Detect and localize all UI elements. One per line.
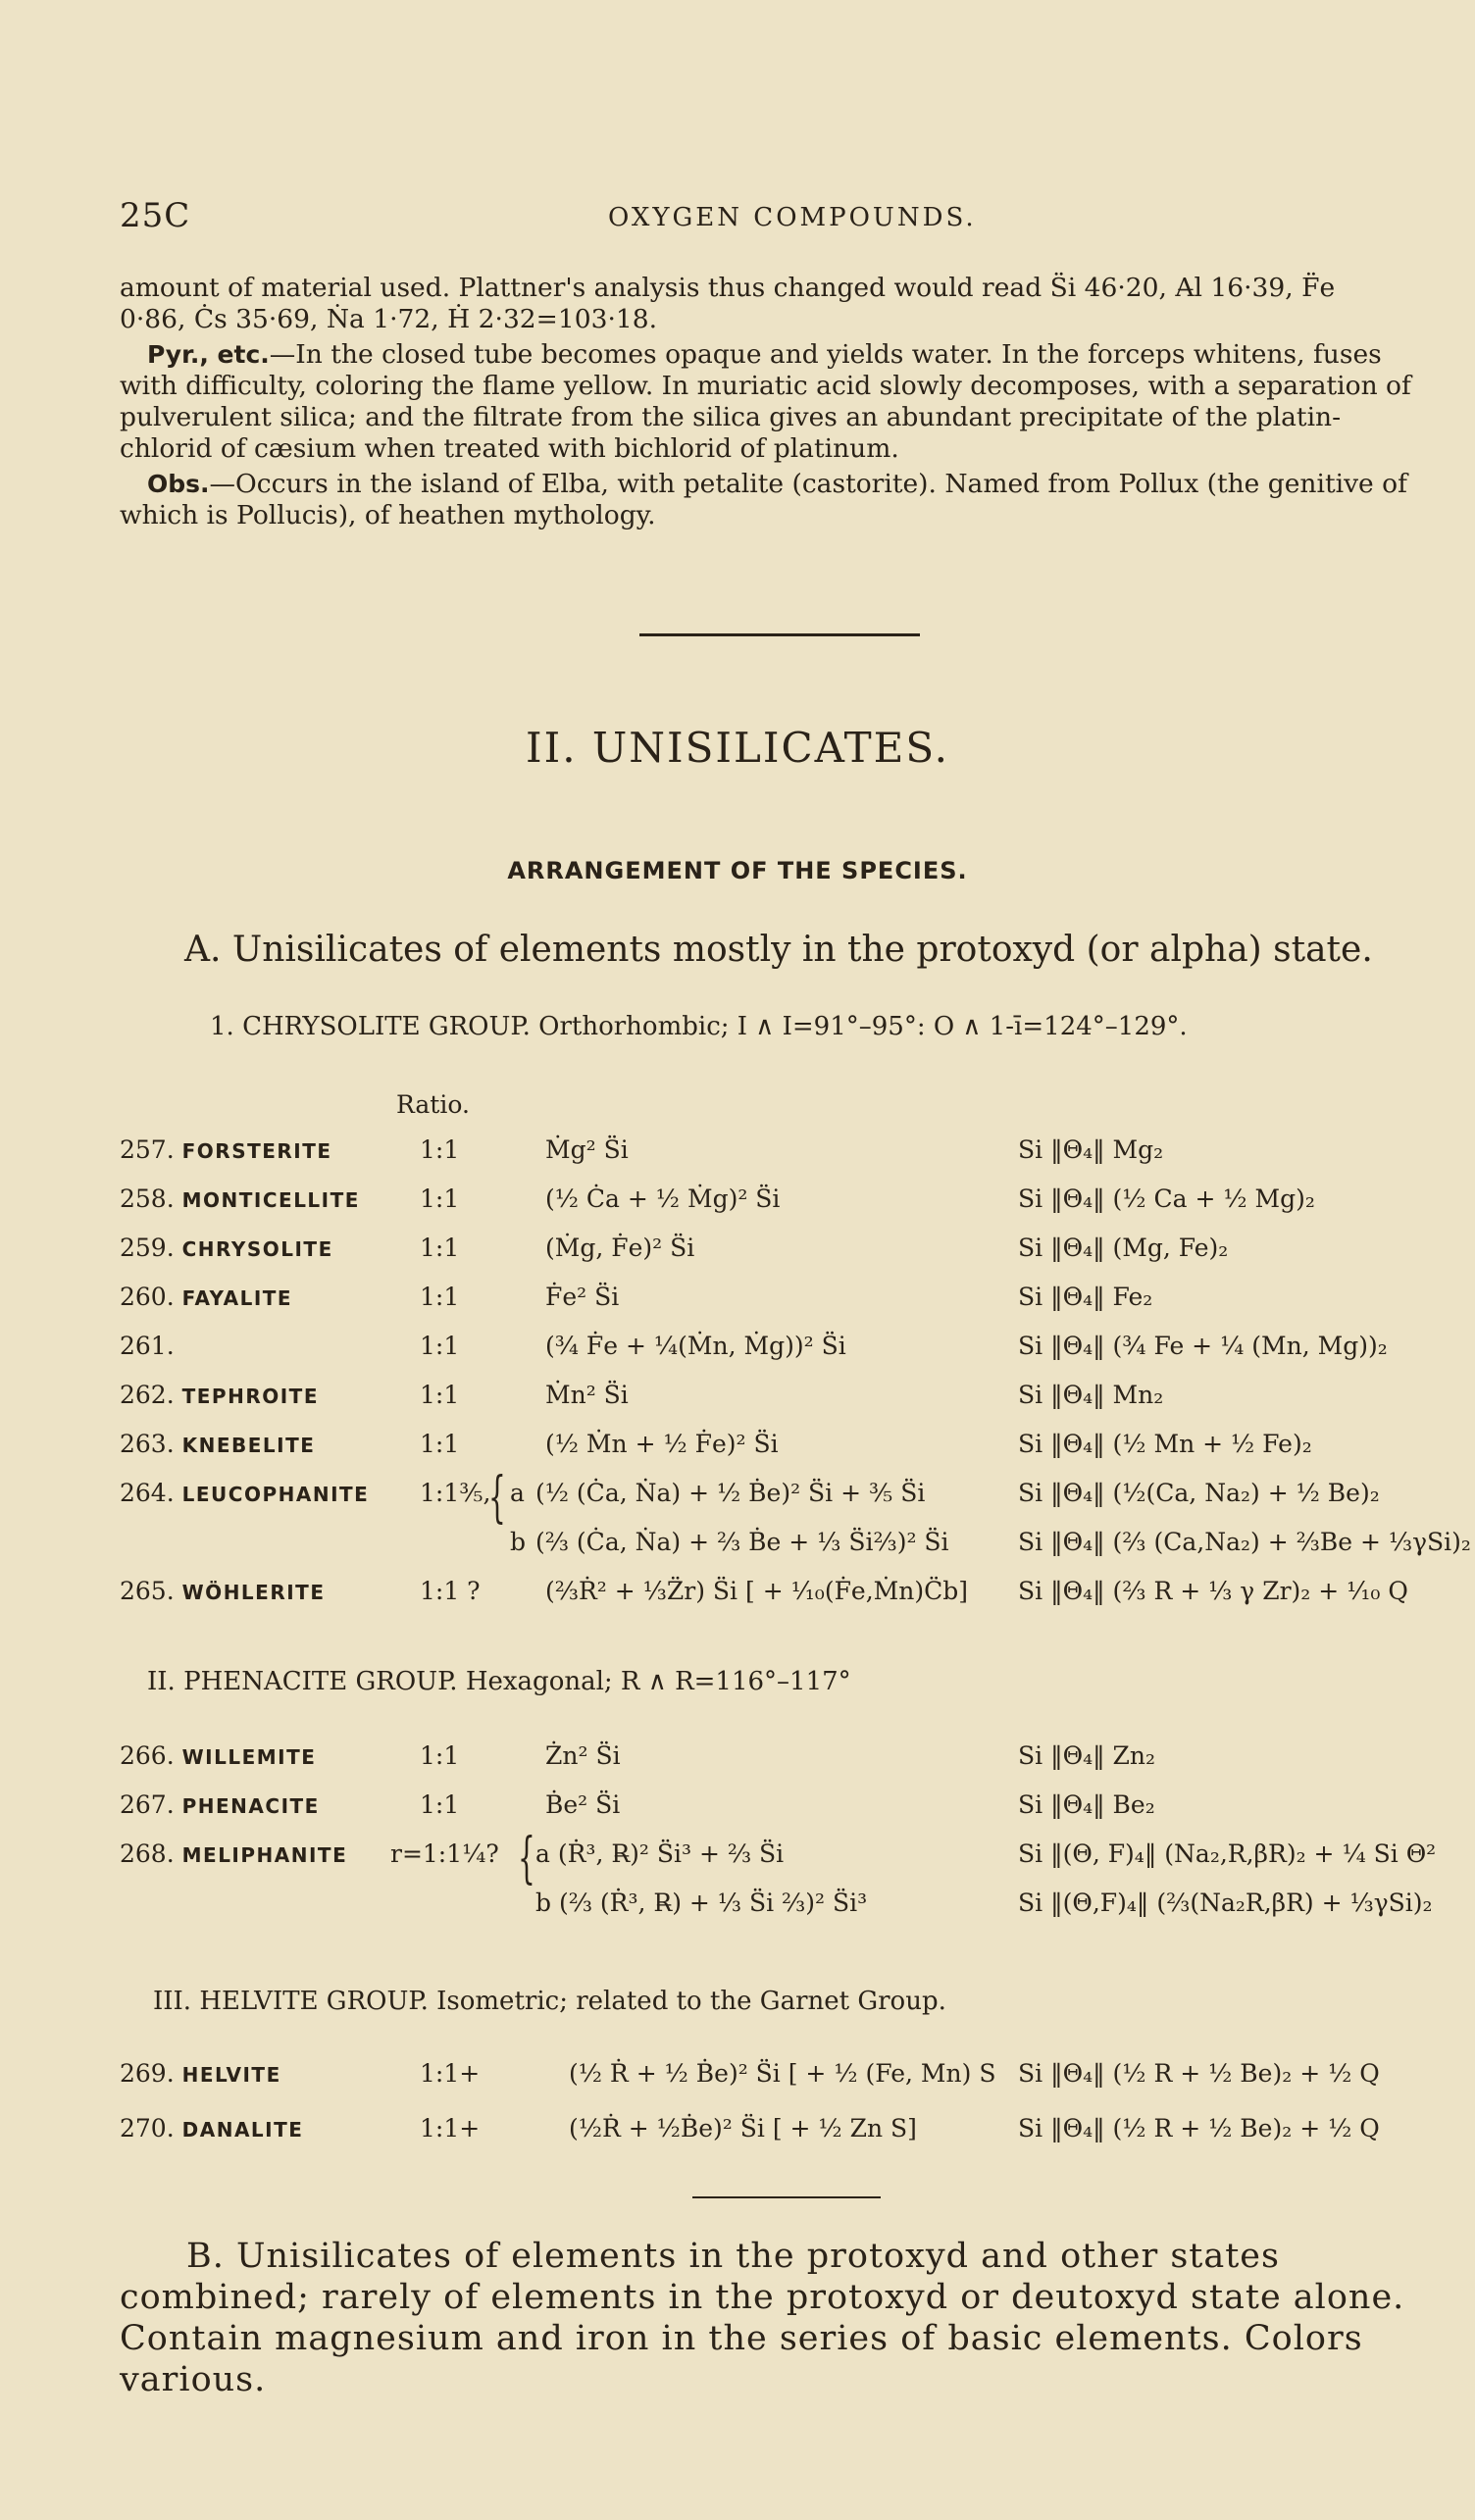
table-row bbox=[0, 1430, 1475, 1469]
species-formula: (½Ṙ + ½Ḃe)² S̈i [ + ½ Zn S] bbox=[569, 2114, 917, 2142]
species-formula-alt: Si ‖(Θ,F)₄‖ (⅔(Na₂R,βR) + ⅓γSi)₂ bbox=[1018, 1889, 1433, 1917]
group-2-heading: II. PHENACITE GROUP. Hexagonal; R ∧ R=116°–117° bbox=[147, 1667, 851, 1696]
species-name: TEPHROITE bbox=[181, 1385, 319, 1408]
ratio-column-header: Ratio. bbox=[396, 1090, 470, 1119]
running-title: OXYGEN COMPOUNDS. bbox=[608, 203, 977, 232]
species-formula-alt: Si ‖Θ₄‖ Fe₂ bbox=[1018, 1283, 1153, 1311]
group-1-heading: 1. CHRYSOLITE GROUP. Orthorhombic; I ∧ I=91°–95°: O ∧ 1-ī=124°–129°. bbox=[210, 1012, 1188, 1041]
table-row bbox=[0, 1381, 1475, 1420]
table-row bbox=[0, 2114, 1475, 2153]
table-row bbox=[0, 1332, 1475, 1371]
pyr-label: Pyr., etc. bbox=[147, 340, 270, 369]
species-formula: (Ṁg, Ḟe)² S̈i bbox=[545, 1234, 695, 1262]
species-number: 258. bbox=[120, 1184, 175, 1213]
species-name: MELIPHANITE bbox=[181, 1843, 348, 1867]
obs-label: Obs. bbox=[147, 470, 210, 498]
species-number: 269. bbox=[120, 2059, 175, 2088]
species-formula-alt: Si ‖Θ₄‖ (½ R + ½ Be)₂ + ½ Q bbox=[1018, 2059, 1380, 2088]
species-number: 262. bbox=[120, 1381, 175, 1409]
species-formula-alt: Si ‖Θ₄‖ (⅔ (Ca,Na₂) + ⅔Be + ⅓γSi)₂ bbox=[1018, 1528, 1471, 1556]
species-ratio: 1:1 bbox=[420, 1234, 460, 1262]
species-number: 270. bbox=[120, 2114, 175, 2142]
species-name: CHRYSOLITE bbox=[181, 1237, 333, 1261]
arrangement-heading: ARRANGEMENT OF THE SPECIES. bbox=[507, 857, 968, 884]
species-formula: Ṁn² S̈i bbox=[545, 1381, 629, 1409]
species-number: 267. bbox=[120, 1790, 175, 1819]
species-formula: (⅔ (Ċa, Ṅa) + ⅔ Ḃe + ⅓ S̈i⅔)² S̈i bbox=[535, 1528, 949, 1556]
table-row bbox=[0, 1741, 1475, 1781]
species-formula-alt: Si ‖Θ₄‖ Mg₂ bbox=[1018, 1135, 1164, 1164]
species-ratio: 1:1 bbox=[420, 1184, 460, 1213]
species-number: 261. bbox=[120, 1332, 175, 1360]
intro-line-1: amount of material used. Plattner's analysis thus changed would read S̈i 46·20, A̶l 16·39, F̈e bbox=[120, 273, 1336, 303]
species-formula-alt: Si ‖Θ₄‖ Be₂ bbox=[1018, 1790, 1155, 1819]
species-formula: Żn² S̈i bbox=[545, 1741, 621, 1770]
species-formula-alt: Si ‖(Θ, F)₄‖ (Na₂,R,βR)₂ + ¼ Si Θ² bbox=[1018, 1840, 1437, 1868]
table-row bbox=[0, 1135, 1475, 1175]
group-3-heading: III. HELVITE GROUP. Isometric; related to the Garnet Group. bbox=[153, 1987, 946, 2016]
species-formula: (½ (Ċa, Ṅa) + ½ Ḃe)² S̈i + ⅗ S̈i bbox=[535, 1479, 926, 1507]
species-ratio: 1:1 bbox=[420, 1332, 460, 1360]
table-row bbox=[0, 1889, 1475, 1928]
species-name: FORSTERITE bbox=[181, 1139, 332, 1163]
species-ratio: 1:1⅗, bbox=[420, 1479, 491, 1507]
species-ratio: 1:1+ bbox=[420, 2114, 481, 2142]
page-number: 25C bbox=[120, 196, 191, 235]
species-ratio: 1:1+ bbox=[420, 2059, 481, 2088]
species-formula: Ḃe² S̈i bbox=[545, 1790, 621, 1819]
table-row bbox=[0, 1479, 1475, 1518]
species-formula-alt: Si ‖Θ₄‖ Zn₂ bbox=[1018, 1741, 1156, 1770]
species-ratio: 1:1 bbox=[420, 1283, 460, 1311]
section-title: II. UNISILICATES. bbox=[526, 724, 949, 772]
species-name: WÖHLERITE bbox=[181, 1581, 326, 1604]
subsection-b-heading: B. Unisilicates of elements in the protoxyd and other states combined; rarely of elements in the protoxyd or deutoxyd state alone. Contain magnesium and iron in the series of basic elements. Colors various. bbox=[120, 2237, 1405, 2399]
species-formula-alt: Si ‖Θ₄‖ (½ Ca + ½ Mg)₂ bbox=[1018, 1184, 1315, 1213]
table-row bbox=[0, 1840, 1475, 1879]
species-formula: Ṁg² S̈i bbox=[545, 1135, 629, 1164]
species-formula: (½ Ṙ + ½ Ḃe)² S̈i [ + ½ (Fe, Mn) S bbox=[569, 2059, 996, 2088]
species-name: HELVITE bbox=[181, 2063, 281, 2087]
obs-text: —Occurs in the island of Elba, with petalite (castorite). Named from Pollux (the genitive of which is Pollucis), of heathen mythology. bbox=[120, 469, 1407, 530]
species-ratio: 1:1 bbox=[420, 1381, 460, 1409]
species-formula-alt: Si ‖Θ₄‖ (Mg, Fe)₂ bbox=[1018, 1234, 1229, 1262]
species-formula: a (Ṙ³, R̶)² S̈i³ + ⅔ S̈i bbox=[535, 1840, 785, 1868]
species-name: PHENACITE bbox=[181, 1794, 320, 1818]
species-name: MONTICELLITE bbox=[181, 1188, 360, 1212]
variant-label: b bbox=[510, 1528, 527, 1556]
pyr-paragraph bbox=[120, 339, 1424, 465]
table-row bbox=[0, 1283, 1475, 1322]
species-number: 263. bbox=[120, 1430, 175, 1458]
intro-continuation bbox=[120, 273, 1424, 335]
species-formula: (¾ Ḟe + ¼(Ṁn, Ṁg))² S̈i bbox=[545, 1332, 846, 1360]
species-number: 260. bbox=[120, 1283, 175, 1311]
species-formula: (⅔Ṙ² + ⅓Z̈r) S̈i [ + ¹⁄₁₀(Ḟe,Ṁn)C̈b] bbox=[545, 1577, 969, 1605]
species-number: 268. bbox=[120, 1840, 175, 1868]
species-number: 266. bbox=[120, 1741, 175, 1770]
table-row bbox=[0, 1528, 1475, 1567]
species-formula: b (⅔ (Ṙ³, R̶) + ⅓ S̈i ⅔)² S̈i³ bbox=[535, 1889, 868, 1917]
species-name: WILLEMITE bbox=[181, 1745, 317, 1769]
species-name: KNEBELITE bbox=[181, 1434, 316, 1457]
section-divider bbox=[639, 633, 920, 636]
brace-268: { bbox=[518, 1827, 535, 1890]
species-formula: Ḟe² S̈i bbox=[545, 1283, 620, 1311]
species-formula-alt: Si ‖Θ₄‖ Mn₂ bbox=[1018, 1381, 1164, 1409]
species-formula: (½ Ċa + ½ Ṁg)² S̈i bbox=[545, 1184, 781, 1213]
species-formula-alt: Si ‖Θ₄‖ (½ Mn + ½ Fe)₂ bbox=[1018, 1430, 1312, 1458]
species-formula-alt: Si ‖Θ₄‖ (½ R + ½ Be)₂ + ½ Q bbox=[1018, 2114, 1380, 2142]
species-formula-alt: Si ‖Θ₄‖ (¾ Fe + ¼ (Mn, Mg))₂ bbox=[1018, 1332, 1388, 1360]
table-row bbox=[0, 2059, 1475, 2098]
intro-line-2: 0·86, Ċs 35·69, Ṅa 1·72, Ḣ 2·32=103·18. bbox=[120, 304, 658, 334]
species-name: FAYALITE bbox=[181, 1286, 293, 1310]
species-name: DANALITE bbox=[181, 2118, 304, 2142]
species-formula-alt: Si ‖Θ₄‖ (½(Ca, Na₂) + ½ Be)₂ bbox=[1018, 1479, 1380, 1507]
species-number: 257. bbox=[120, 1135, 175, 1164]
obs-paragraph bbox=[120, 469, 1424, 531]
species-ratio: r=1:1¼? bbox=[390, 1840, 499, 1868]
table-row bbox=[0, 1234, 1475, 1273]
table-row bbox=[0, 1790, 1475, 1830]
subsection-divider bbox=[692, 2196, 881, 2198]
variant-label: a bbox=[510, 1479, 525, 1507]
species-number: 259. bbox=[120, 1234, 175, 1262]
brace-264: { bbox=[488, 1466, 506, 1530]
species-name: LEUCOPHANITE bbox=[181, 1483, 370, 1506]
table-row bbox=[0, 1184, 1475, 1224]
table-row bbox=[0, 1577, 1475, 1616]
pyr-text: —In the closed tube becomes opaque and yields water. In the forceps whitens, fuses with difficulty, coloring the flame yellow. In muriatic acid slowly decomposes, with a separation of pulverulent silica; and the filtrate from the silica gives an abundant precipitate of the platin-chlorid of cæsium when treated with bichlorid of platinum. bbox=[120, 339, 1411, 464]
species-ratio: 1:1 bbox=[420, 1741, 460, 1770]
species-ratio: 1:1 bbox=[420, 1430, 460, 1458]
species-formula-alt: Si ‖Θ₄‖ (⅔ R + ⅓ γ Zr)₂ + ¹⁄₁₀ Q bbox=[1018, 1577, 1408, 1605]
species-ratio: 1:1 ? bbox=[420, 1577, 481, 1605]
subsection-a-heading: A. Unisilicates of elements mostly in the protoxyd (or alpha) state. bbox=[184, 930, 1373, 970]
species-formula: (½ Ṁn + ½ Ḟe)² S̈i bbox=[545, 1430, 779, 1458]
species-number: 265. bbox=[120, 1577, 175, 1605]
species-ratio: 1:1 bbox=[420, 1790, 460, 1819]
species-number: 264. bbox=[120, 1479, 175, 1507]
species-ratio: 1:1 bbox=[420, 1135, 460, 1164]
